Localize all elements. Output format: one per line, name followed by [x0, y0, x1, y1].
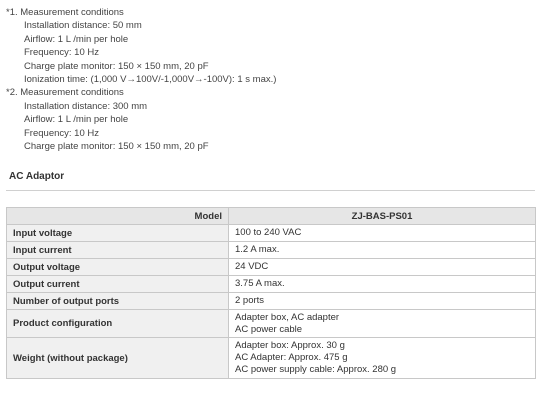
row-value — [229, 276, 536, 293]
note-line: Installation distance: 300 mm — [24, 100, 148, 112]
table-row — [7, 242, 536, 259]
row-value-line: 100 to 240 VAC — [235, 227, 302, 238]
row-label: Input voltage — [7, 225, 229, 242]
note-line: Airflow: 1 L /min per hole — [24, 114, 129, 126]
row-value-line: AC power cable — [235, 323, 303, 335]
row-value-line: 24 VDC — [235, 261, 269, 272]
row-value-line: AC Adapter: Approx. 475 g — [235, 352, 348, 363]
note-line: Airflow: 1 L /min per hole — [24, 33, 129, 45]
section-divider — [6, 190, 535, 191]
row-label: Weight (without package) — [7, 338, 229, 379]
row-value-line: 1.2 A max. — [235, 244, 280, 255]
table-row — [7, 338, 536, 379]
row-value-line: 2 ports — [235, 295, 265, 306]
row-value — [229, 310, 536, 338]
table-header-row — [7, 208, 536, 225]
table-row — [7, 259, 536, 276]
note-line: Charge plate monitor: 150 × 150 mm, 20 pF — [24, 141, 209, 153]
row-value — [229, 293, 536, 310]
note-1 — [6, 6, 276, 86]
table-row — [7, 276, 536, 293]
note-line: Charge plate monitor: 150 × 150 mm, 20 pF — [24, 60, 209, 72]
row-value — [229, 225, 536, 242]
row-value — [229, 242, 536, 259]
note-line: Frequency: 10 Hz — [24, 47, 99, 59]
row-value-line: Adapter box: Approx. 30 g — [235, 340, 345, 351]
spec-table — [6, 207, 536, 379]
row-value — [229, 259, 536, 276]
row-value-line: AC power supply cable: Approx. 280 g — [235, 364, 397, 375]
row-label: Output voltage — [7, 259, 229, 276]
table-row — [7, 225, 536, 242]
note-heading: *2. Measurement conditions — [6, 87, 124, 99]
section-title: AC Adaptor — [9, 171, 65, 182]
table-row — [7, 293, 536, 310]
note-line: Installation distance: 50 mm — [24, 20, 142, 32]
row-value — [229, 338, 536, 379]
note-line: Frequency: 10 Hz — [24, 127, 99, 139]
note-line: Ionization time: (1,000 V→100V/-1,000V→-100V): 1 s max.) — [24, 74, 277, 86]
model-header-value: ZJ-BAS-PS01 — [229, 208, 536, 225]
note-2 — [6, 86, 276, 153]
row-label: Number of output ports — [7, 293, 229, 310]
table-row — [7, 310, 536, 338]
measurement-notes — [6, 6, 276, 153]
model-header-label: Model — [7, 208, 229, 225]
row-value-line: 3.75 A max. — [235, 278, 285, 289]
row-value-line: Adapter box, AC adapter — [235, 311, 340, 323]
row-label: Output current — [7, 276, 229, 293]
row-label: Product configuration — [7, 310, 229, 338]
note-heading: *1. Measurement conditions — [6, 7, 124, 18]
row-label: Input current — [7, 242, 229, 259]
